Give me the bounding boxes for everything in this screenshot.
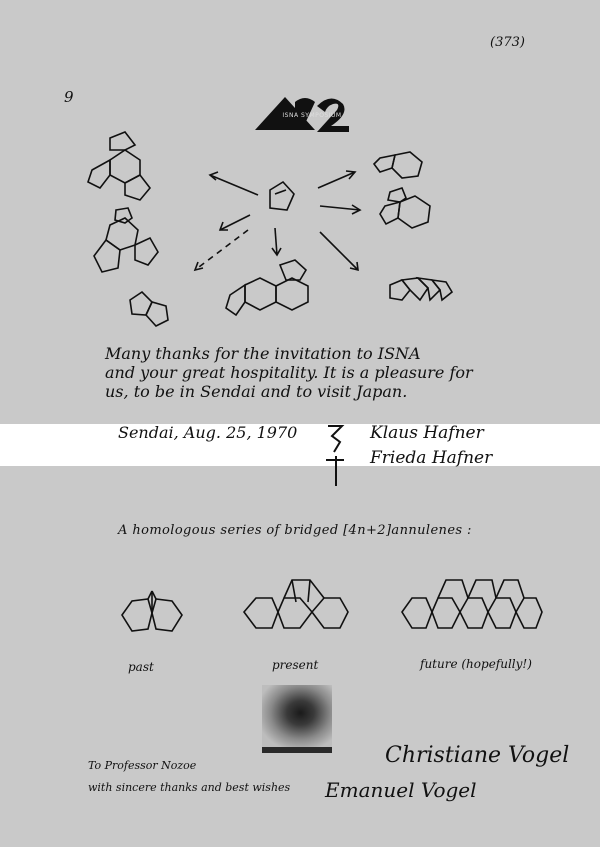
signature-frieda-hafner: Frieda Hafner bbox=[370, 448, 493, 468]
bracket-mark bbox=[322, 420, 350, 490]
mol-bottom-left bbox=[130, 292, 168, 326]
molecule-future bbox=[396, 572, 546, 646]
label-future: future (hopefully!) bbox=[420, 657, 532, 671]
thank-you-message bbox=[105, 344, 505, 401]
message-line-2: and your great hospitality. It is a pleasure for bbox=[105, 363, 473, 382]
signature-christiane-vogel: Christiane Vogel bbox=[385, 743, 570, 768]
message-line-1: Many thanks for the invitation to ISNA bbox=[105, 344, 421, 363]
page-number: (373) bbox=[490, 35, 525, 50]
reaction-scheme bbox=[80, 120, 480, 340]
mol-mid-right bbox=[380, 188, 430, 228]
ink-stamp bbox=[262, 685, 332, 753]
dedication bbox=[88, 755, 290, 799]
mol-mid-left bbox=[94, 208, 158, 272]
series-title: A homologous series of bridged [4n+2]annulenes : bbox=[118, 523, 472, 538]
central-molecule bbox=[270, 182, 294, 210]
mol-top-left bbox=[88, 132, 150, 200]
white-band bbox=[0, 424, 600, 466]
signature-emanuel-vogel: Emanuel Vogel bbox=[325, 778, 477, 802]
label-past: past bbox=[128, 660, 154, 674]
sheet-number: 9 bbox=[64, 88, 74, 106]
mol-bottom-right bbox=[390, 278, 452, 300]
logo-lettering: ISNA SYMPOSIUM bbox=[282, 112, 342, 119]
label-present: present bbox=[272, 658, 319, 672]
molecule-past bbox=[112, 585, 192, 649]
message-line-3: us, to be in Sendai and to visit Japan. bbox=[105, 382, 408, 401]
mol-center-bottom bbox=[226, 260, 308, 315]
dateline: Sendai, Aug. 25, 1970 bbox=[118, 423, 298, 442]
mol-top-right bbox=[374, 152, 422, 178]
signature-klaus-hafner: Klaus Hafner bbox=[370, 423, 484, 443]
molecule-present bbox=[238, 572, 358, 646]
dedication-line-1: To Professor Nozoe bbox=[88, 759, 197, 772]
dedication-line-2: with sincere thanks and best wishes bbox=[88, 781, 291, 794]
